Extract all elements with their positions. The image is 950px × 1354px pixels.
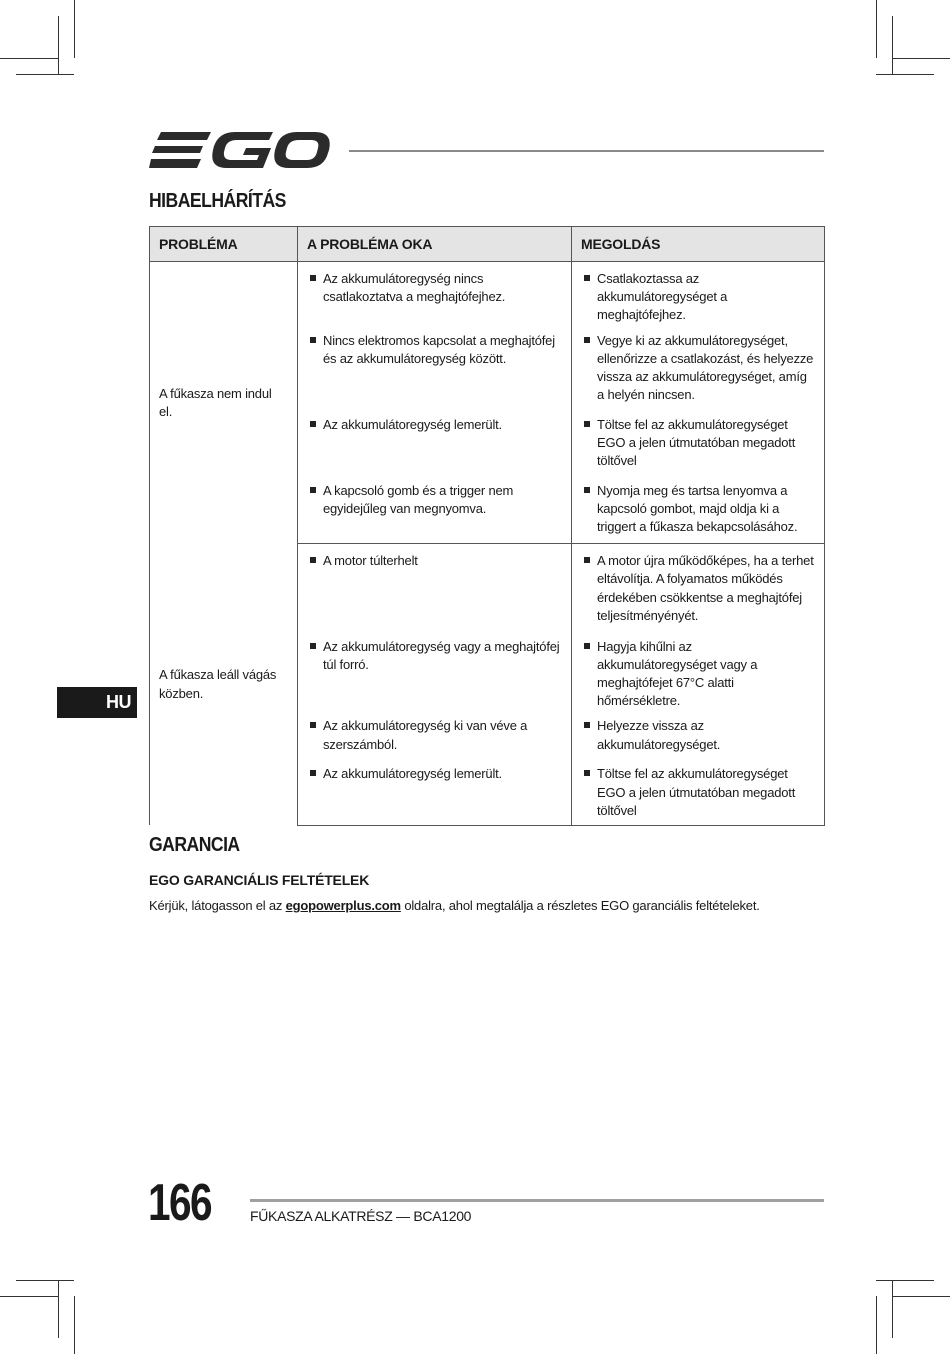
crop-mark xyxy=(58,1280,59,1338)
solution-item: Vegye ki az akkumulátoregységet, ellenőrizze a csatlakozást, és helyezze vissza az akkumulátoregységet, amíg a helyén nincsen. xyxy=(573,332,823,405)
crop-mark xyxy=(876,74,934,75)
column-header-solution: MEGOLDÁS xyxy=(572,227,825,262)
problem-cell: A fűkasza leáll vágás közben. xyxy=(150,544,298,826)
table-row xyxy=(150,544,825,632)
page-number: 166 xyxy=(148,1174,211,1232)
warranty-text-after: oldalra, ahol megtalálja a részletes EGO garanciális feltételeket. xyxy=(400,898,760,913)
cause-item: Az akkumulátoregység vagy a meghajtófej túl forró. xyxy=(299,638,570,674)
crop-mark xyxy=(892,58,950,59)
crop-mark xyxy=(876,0,877,58)
solution-item: Töltse fel az akkumulátoregységet EGO a jelen útmutatóban megadott töltővel xyxy=(573,416,823,471)
crop-mark xyxy=(16,1280,74,1281)
language-tab: HU xyxy=(57,687,137,718)
cause-item: Az akkumulátoregység ki van véve a szerszámból. xyxy=(299,717,570,753)
troubleshooting-table xyxy=(149,226,825,826)
crop-mark xyxy=(892,1280,893,1338)
ego-logo xyxy=(149,128,331,172)
crop-mark xyxy=(74,0,75,58)
column-header-problem: PROBLÉMA xyxy=(150,227,298,262)
solution-item: Hagyja kihűlni az akkumulátoregységet vagy a meghajtófejet 67°C alatti hőmérsékletre. xyxy=(573,638,823,711)
solution-item: Nyomja meg és tartsa lenyomva a kapcsoló gombot, majd oldja ki a triggert a fűkasza bekapcsolásához. xyxy=(573,482,823,537)
column-header-cause: A PROBLÉMA OKA xyxy=(298,227,572,262)
problem-cell: A fűkasza nem indul el. xyxy=(150,262,298,544)
crop-mark xyxy=(74,1296,75,1354)
cause-item: A motor túlterhelt xyxy=(299,552,570,570)
warranty-text-before: Kérjük, látogasson el az xyxy=(149,898,286,913)
crop-mark xyxy=(16,74,74,75)
cause-item: Nincs elektromos kapcsolat a meghajtófej és az akkumulátoregység között. xyxy=(299,332,570,368)
warranty-text xyxy=(149,898,760,913)
cause-item: Az akkumulátoregység lemerült. xyxy=(299,416,570,434)
crop-mark xyxy=(0,58,58,59)
crop-mark xyxy=(892,16,893,74)
solution-item: A motor újra működőképes, ha a terhet eltávolítja. A folyamatos működés érdekében csökkentse a meghajtófej teljesítményényét. xyxy=(573,552,823,625)
table-row xyxy=(150,262,825,326)
troubleshooting-title: HIBAELHÁRÍTÁS xyxy=(149,190,286,212)
cause-item: Az akkumulátoregység lemerült. xyxy=(299,765,570,783)
crop-mark xyxy=(876,1280,934,1281)
footer-rule xyxy=(250,1199,824,1202)
header-rule xyxy=(349,150,824,152)
warranty-subtitle: EGO GARANCIÁLIS FELTÉTELEK xyxy=(149,872,370,888)
warranty-title: GARANCIA xyxy=(149,834,240,856)
crop-mark xyxy=(892,1296,950,1297)
cause-item: Az akkumulátoregység nincs csatlakoztatva a meghajtófejhez. xyxy=(299,270,570,306)
crop-mark xyxy=(0,1296,58,1297)
footer-text: FŰKASZA ALKATRÉSZ — BCA1200 xyxy=(250,1208,472,1224)
solution-item: Csatlakoztassa az akkumulátoregységet a meghajtófejhez. xyxy=(573,270,823,325)
solution-item: Töltse fel az akkumulátoregységet EGO a jelen útmutatóban megadott töltővel xyxy=(573,765,823,820)
warranty-link[interactable]: egopowerplus.com xyxy=(285,898,401,913)
solution-item: Helyezze vissza az akkumulátoregységet. xyxy=(573,717,823,753)
cause-item: A kapcsoló gomb és a trigger nem egyidejűleg van megnyomva. xyxy=(299,482,570,518)
crop-mark xyxy=(58,16,59,74)
crop-mark xyxy=(876,1296,877,1354)
